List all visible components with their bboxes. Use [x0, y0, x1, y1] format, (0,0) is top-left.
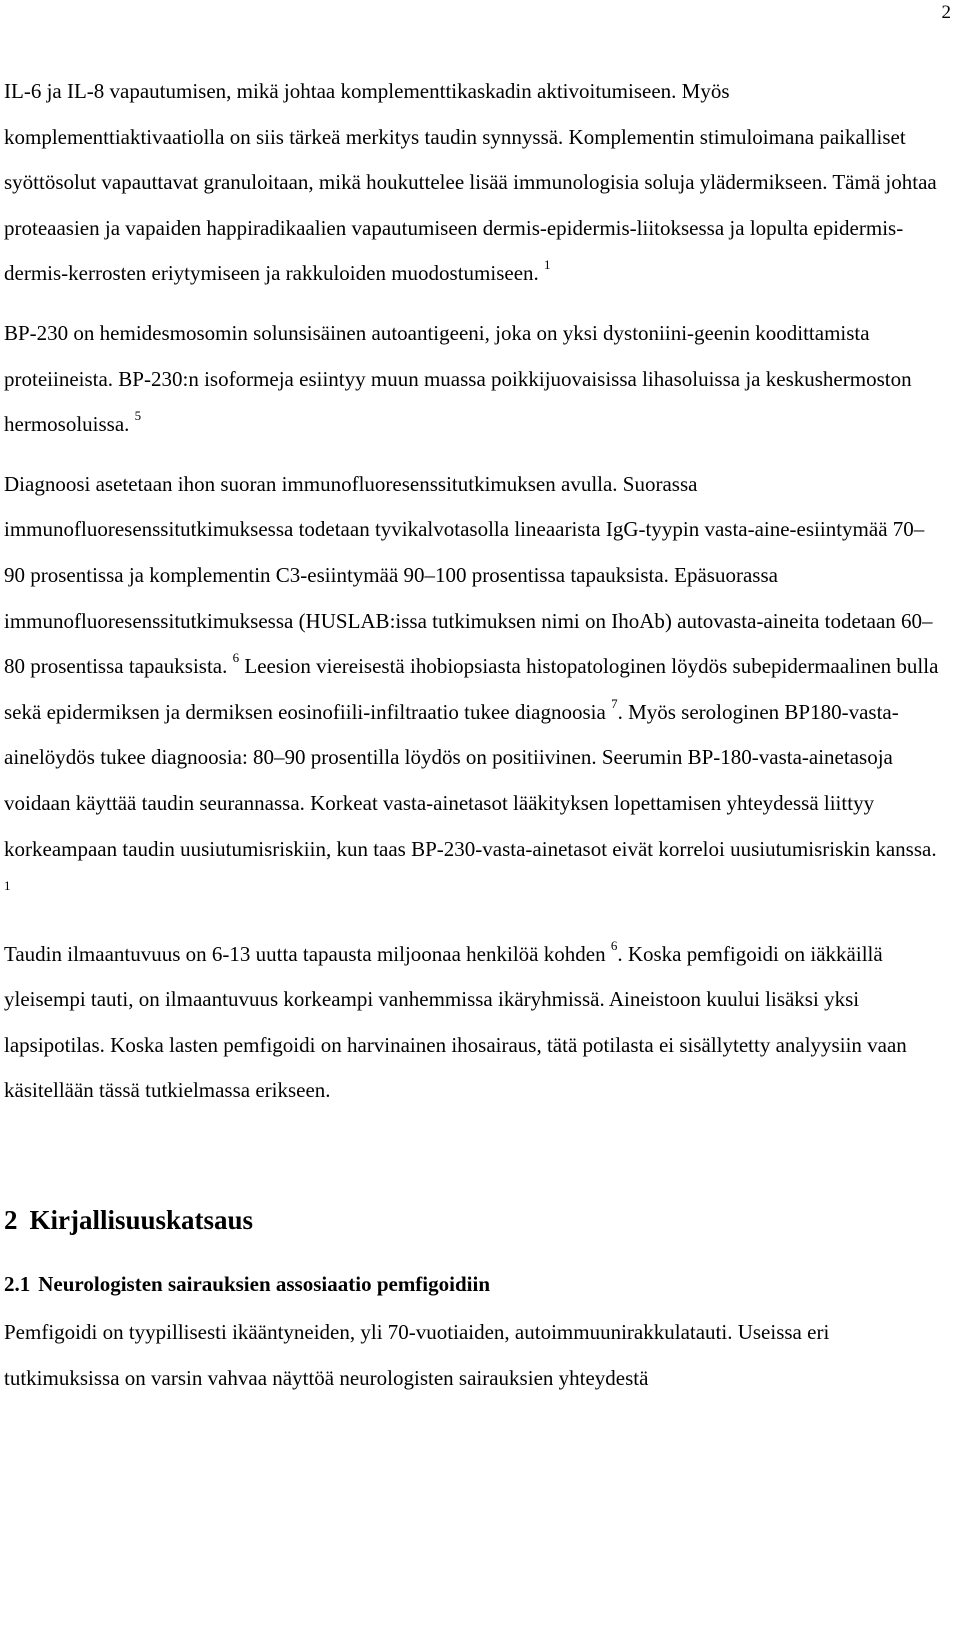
subsection-number: 2.1: [4, 1272, 31, 1297]
subsection-title: Neurologisten sairauksien assosiaatio pemfigoidiin: [38, 1272, 490, 1297]
document-body: [4, 69, 942, 1415]
body-paragraph: [4, 69, 942, 297]
section-heading: [4, 1194, 942, 1246]
subsection-heading: [4, 1262, 942, 1306]
reference-superscript: 1: [544, 257, 551, 273]
body-paragraph: [4, 311, 942, 448]
body-paragraphs: [4, 69, 942, 1114]
paragraph-text: Taudin ilmaantuvuus on 6-13 uutta tapausta miljoonaa henkilöä kohden: [4, 941, 611, 966]
paragraph-text: . Koska pemfigoidi on iäkkäillä yleisempi tauti, on ilmaantuvuus korkeampi vanhemmissa ikäryhmissä. Aineistoon kuului lisäksi yksi lapsipotilas. Koska lasten pemfigoidi on harvinainen ihosairaus, tätä potilasta ei sisällytetty analyysiin vaan käsitellään tässä tutkielmassa erikseen.: [4, 941, 907, 1103]
paragraph-text: IL-6 ja IL-8 vapautumisen, mikä johtaa komplementtikaskadin aktivoitumiseen. Myös komplementtiaktivaatiolla on siis tärkeä merkitys taudin synnyssä. Komplementin stimuloimana paikalliset syöttösolut vapauttavat granuloitaan, mikä houkuttelee lisää immunologisia soluja ylädermikseen. Tämä johtaa proteaasien ja vapaiden happiradikaalien vapautumiseen dermis-epidermis-liitoksessa ja lopulta epidermis-dermis-kerrosten eriytymiseen ja rakkuloiden muodostumiseen.: [4, 79, 937, 286]
reference-superscript: 6: [610, 937, 618, 953]
section-number: 2: [4, 1205, 18, 1236]
final-paragraph: Pemfigoidi on tyypillisesti ikääntyneiden, yli 70-vuotiaiden, autoimmuunirakkulatauti. Useissa eri tutkimuksissa on varsin vahvaa näyttöä neurologisten sairauksien yhteydestä: [4, 1320, 830, 1390]
reference-superscript: 6: [232, 650, 240, 666]
page-number: 2: [941, 2, 951, 23]
reference-superscript: 5: [134, 408, 142, 424]
paragraph-text: . Myös serologinen BP180-vasta-ainelöydös tukee diagnoosia: 80–90 prosentilla löydös on positiivinen. Seerumin BP-180-vasta-ainetasoja voidaan käyttää taudin seurannassa. Korkeat vasta-ainetasot lääkityksen lopettamisen yhteydessä liittyy korkeampaan taudin uusiutumisriskiin, kun taas BP-230-vasta-ainetasot eivät korreloi uusiutumisriskin kanssa.: [4, 699, 937, 861]
section-title: Kirjallisuuskatsaus: [29, 1205, 254, 1236]
body-paragraph: [4, 932, 942, 1114]
reference-superscript: 7: [611, 695, 618, 711]
paragraph-text: BP-230 on hemidesmosomin solunsisäinen autoantigeeni, joka on yksi dystoniini-geenin koodittamista proteiineista. BP-230:n isoformeja esiintyy muun muassa poikkijuovaisissa lihasoluissa ja keskushermoston hermosoluissa.: [4, 320, 912, 437]
paragraph-text: Diagnoosi asetetaan ihon suoran immunofluoresenssitutkimuksen avulla. Suorassa immunofluoresenssitutkimuksessa todetaan tyvikalvotasolla lineaarista IgG-tyypin vasta-aine-esiintymää 70–90 prosentissa ja komplementin C3-esiintymää 90–100 prosentissa tapauksista. Epäsuorassa immunofluoresenssitutkimuksessa (HUSLAB:issa tutkimuksen nimi on IhoAb) autovasta-aineita todetaan 60–80 prosentissa tapauksista.: [4, 471, 933, 679]
reference-superscript: 1: [4, 878, 11, 894]
paragraph-text: Leesion viereisestä ihobiopsiasta histopatologinen löydös subepidermaalinen bulla sekä epidermiksen ja dermiksen eosinofiili-infiltraatio tukee diagnoosia: [4, 654, 939, 724]
body-paragraph: [4, 462, 942, 918]
